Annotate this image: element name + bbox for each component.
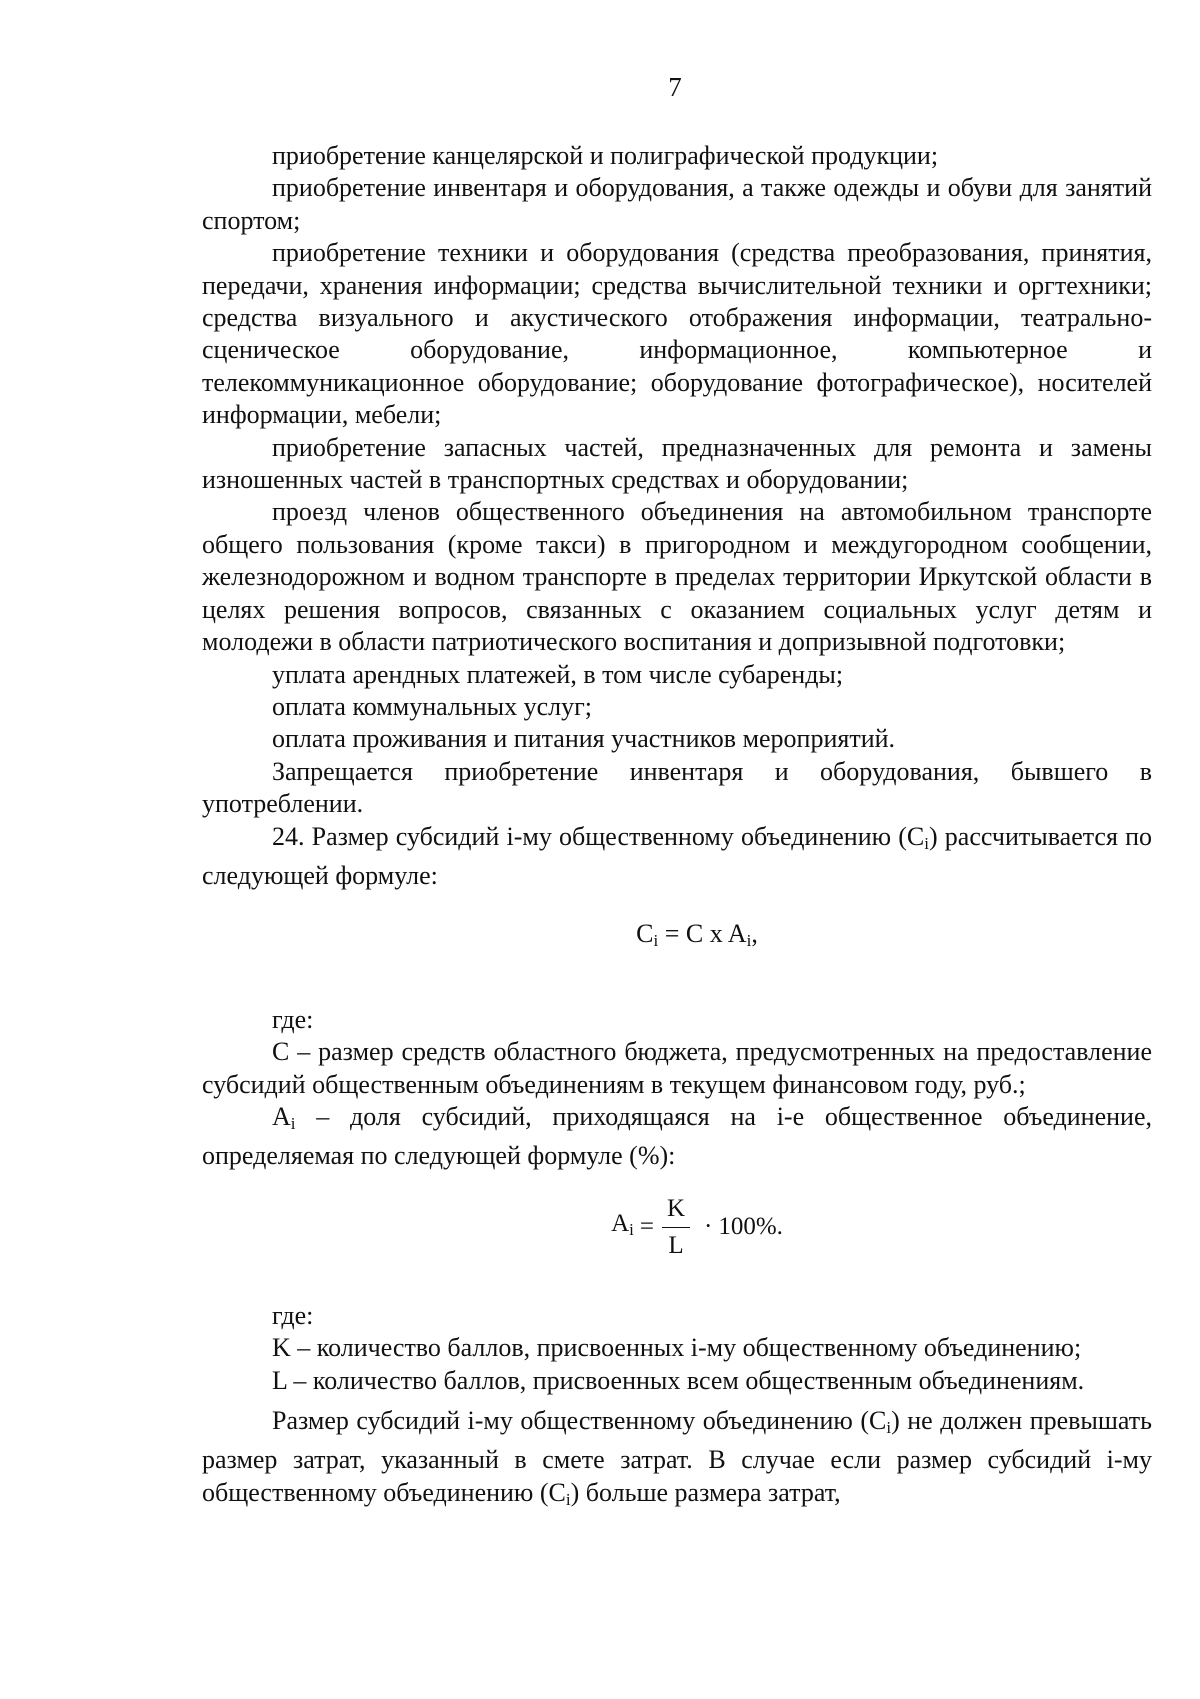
subscript: i — [290, 1113, 296, 1133]
spacer — [202, 984, 1152, 1004]
text: ) больше размера затрат, — [570, 1477, 841, 1507]
formula-rhs: 100%. — [718, 1213, 783, 1241]
formula-ci — [202, 918, 1152, 957]
paragraph: приобретение канцелярской и полиграфической продукции; — [272, 141, 939, 170]
subscript: i — [629, 1220, 634, 1240]
formula-text: , — [751, 919, 758, 949]
definition-k: K – количество баллов, присвоенных i-му общественному объединению; — [272, 1333, 1082, 1363]
text: 24. Размер субсидий i-му общественному объединению (C — [272, 821, 925, 851]
paragraph: приобретение запасных частей, предназначенных для ремонта и замены изношенных частей в транспортных средствах и оборудовании; — [202, 432, 1152, 495]
paragraph: приобретение инвентаря и оборудования, а также одежды и обуви для занятий спортом; — [202, 173, 1152, 235]
numerator: K — [666, 1194, 686, 1222]
formula-lhs — [611, 1208, 634, 1246]
denominator: L — [668, 1231, 684, 1259]
paragraph: оплата проживания и питания участников мероприятий. — [272, 724, 896, 754]
where-label: где: — [272, 1300, 314, 1330]
subscript: i — [886, 1418, 892, 1437]
paragraph: приобретение техники и оборудования (средства преобразования, принятия, передачи, хранения информации; средства вычислительной техники и оргтехники; средства визуального и акустического отображения информации, театрально-сценическое оборудование, информационное, компьютерное и телекоммуникационное оборудование; оборудование фотографическое), носителей информации, мебели; — [202, 238, 1152, 430]
paragraph: Запрещается приобретение инвентаря и оборудования, бывшего в употреблении. — [202, 756, 1152, 819]
text: Размер субсидий i-му общественному объединению (C — [272, 1406, 887, 1435]
final-paragraph — [202, 1405, 1152, 1516]
subscript: i — [653, 931, 659, 951]
formula-text: = C x A — [658, 919, 747, 949]
formula-text: A — [611, 1210, 630, 1238]
page-number: 7 — [668, 72, 682, 102]
subscript: i — [746, 931, 752, 951]
formula-text: C — [636, 919, 654, 949]
paragraph: оплата коммунальных услуг; — [272, 691, 592, 721]
fraction-bar — [662, 1227, 690, 1228]
definition-l: L – количество баллов, присвоенных всем общественным объединениям. — [272, 1365, 1085, 1395]
text: A — [272, 1101, 291, 1131]
definition-a — [202, 1101, 1152, 1173]
where-label: где: — [272, 1004, 314, 1034]
definition-c: C – размер средств областного бюджета, предусмотренных на предоставление субсидий общественным объединениям в текущем финансовом году, руб.; — [202, 1037, 1152, 1099]
document-body — [202, 140, 1152, 1516]
fraction — [662, 1195, 690, 1260]
text: – доля субсидий, приходящаяся на i-е общественное объединение, определяемая по следующей формуле (%): — [202, 1101, 1152, 1171]
text: ) не должен превышать размер затрат, указанный в смете затрат. В случае если размер субсидий i-му общественному объединению (C — [202, 1406, 1152, 1507]
text: ) рассчитывается по следующей формуле: — [202, 821, 1153, 890]
formula-ai — [202, 1195, 1152, 1260]
subscript: i — [565, 1489, 571, 1509]
paragraph: уплата арендных платежей, в том числе субаренды; — [272, 659, 844, 689]
subscript: i — [924, 833, 929, 853]
multiply-dot: · — [704, 1213, 713, 1241]
equals-sign: = — [639, 1213, 654, 1241]
paragraph: проезд членов общественного объединения на автомобильном транспорте общего пользования (кроме такси) в пригородном и междугородном сообщении, железнодорожном и водном транспорте в пределах территории Иркутской области в целях решения вопросов, связанных с оказанием социальных услуг детям и молодежи в области патриотического воспитания и допризывной подготовки; — [202, 497, 1152, 657]
paragraph-24 — [202, 821, 1152, 893]
